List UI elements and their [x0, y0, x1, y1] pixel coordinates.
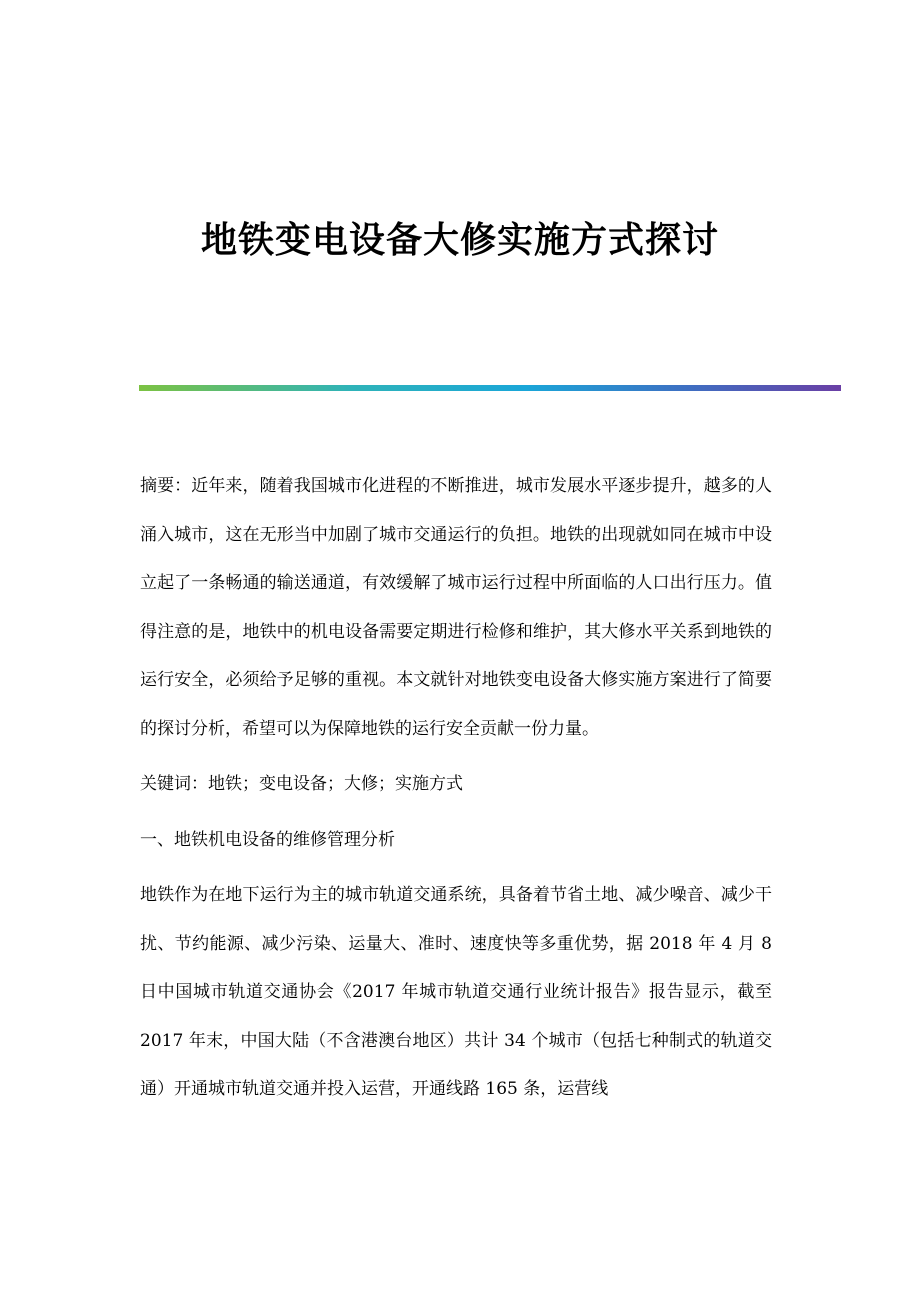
- gradient-divider: [139, 385, 841, 391]
- section-heading: 一、地铁机电设备的维修管理分析: [140, 829, 395, 850]
- keywords-paragraph: 关键词：地铁；变电设备；大修；实施方式: [140, 774, 463, 794]
- abstract-paragraph: 摘要：近年来，随着我国城市化进程的不断推进，城市发展水平逐步提升，越多的人涌入城市，这在无形当中加剧了城市交通运行的负担。地铁的出现就如同在城市中设立起了一条畅通的输送通道，有效缓解了城市运行过程中所面临的人口出行压力。值得注意的是，地铁中的机电设备需要定期进行检修和维护，其大修水平关系到地铁的运行安全，必须给予足够的重视。本文就针对地铁变电设备大修实施方案进行了简要的探讨分析，希望可以为保障地铁的运行安全贡献一份力量。: [140, 476, 772, 739]
- document-body: [140, 462, 772, 1114]
- section-body-paragraph: 地铁作为在地下运行为主的城市轨道交通系统，具备着节省土地、减少噪音、减少干扰、节约能源、减少污染、运量大、准时、速度快等多重优势，据 2018 年 4 月 8 日中国城市轨道交通协会《2017 年城市轨道交通行业统计报告》报告显示，截至 2017 年末，中国大陆（不含港澳台地区）共计 34 个城市（包括七种制式的轨道交通）开通城市轨道交通并投入运营，开通线路 165 条，运营线: [140, 885, 772, 1099]
- document-title: 地铁变电设备大修实施方式探讨: [200, 219, 719, 261]
